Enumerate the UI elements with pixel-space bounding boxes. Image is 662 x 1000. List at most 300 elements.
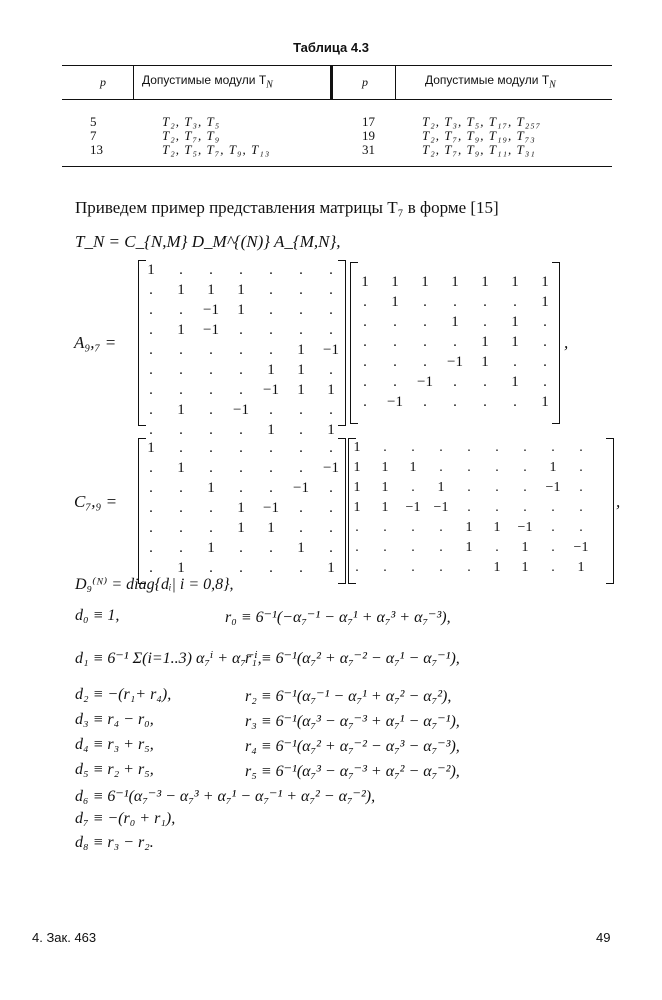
matrix-c-right-cell: 1 xyxy=(521,560,529,575)
matrix-a-left-cell: . xyxy=(329,302,333,318)
matrix-c-left-cell: . xyxy=(239,480,243,496)
matrix-c-right-cell: . xyxy=(411,520,415,535)
matrix-c-left-cell: . xyxy=(149,480,153,496)
matrix-c-right-cell: −1 xyxy=(517,520,533,535)
matrix-a-right xyxy=(350,272,560,412)
matrix-c-right-cell: . xyxy=(551,560,555,575)
matrix-a-left-cell: . xyxy=(209,382,213,398)
table-top-rule xyxy=(62,65,612,66)
equation-d4: d₄ ≡ r₃ + r₅, xyxy=(75,736,154,753)
matrix-a-right-cell: . xyxy=(453,294,457,310)
matrix-c-right-cell: . xyxy=(411,540,415,555)
matrix-a-left-cell: −1 xyxy=(323,342,339,358)
matrix-a-right-row-6 xyxy=(350,392,560,412)
matrix-c-right-cell: 1 xyxy=(437,480,445,495)
matrix-c-right-cell: . xyxy=(355,560,359,575)
matrix-a-right-cell: . xyxy=(363,394,367,410)
footer-order-number: 4. Зак. 463 xyxy=(32,930,97,945)
matrix-c-right-cell: . xyxy=(439,460,443,475)
matrix-a-left-cell: 1 xyxy=(327,422,335,438)
equation-d0: d₀ ≡ 1, xyxy=(75,607,120,624)
matrix-a-left-cell: 1 xyxy=(297,362,305,378)
matrix-a-left-cell: . xyxy=(269,402,273,418)
matrix-c-left-row-1 xyxy=(136,458,346,478)
matrix-c-left-cell: . xyxy=(329,440,333,456)
matrix-a-right-cell: . xyxy=(543,314,547,330)
matrix-a-left-cell: −1 xyxy=(203,302,219,318)
matrix-a-right-cell: . xyxy=(363,314,367,330)
matrix-a-left-cell: 1 xyxy=(177,282,185,298)
matrix-c-right-cell: 1 xyxy=(353,460,361,475)
matrix-a-right-cell: 1 xyxy=(451,274,459,290)
matrix-a-left-cell: . xyxy=(209,402,213,418)
matrix-a-right-cell: −1 xyxy=(417,374,433,390)
matrix-a-right-cell: . xyxy=(423,354,427,370)
table-row-modules: T₂, T₇, T₉, T₁₉, T₇₃ xyxy=(422,128,536,143)
matrix-a-left-cell: . xyxy=(179,342,183,358)
matrix-a-left-cell: 1 xyxy=(237,282,245,298)
matrix-a-left-cell: . xyxy=(239,342,243,358)
matrix-a-left-cell: . xyxy=(149,362,153,378)
matrix-c-left-cell: . xyxy=(209,560,213,576)
matrix-c-left-cell: . xyxy=(299,440,303,456)
matrix-a-right-cell: 1 xyxy=(421,274,429,290)
matrix-c-right-cell: . xyxy=(383,440,387,455)
matrix-a-right-cell: . xyxy=(363,374,367,390)
matrix-c-right-cell: 1 xyxy=(521,540,529,555)
matrix-c-right-cell: 1 xyxy=(465,540,473,555)
matrix-c-left-cell: . xyxy=(299,560,303,576)
matrix-c-right-cell: 1 xyxy=(353,480,361,495)
matrix-a-right-cell: . xyxy=(453,394,457,410)
table-row: 31 xyxy=(362,142,375,157)
matrix-c-right-cell: 1 xyxy=(381,460,389,475)
table-row-modules: T₂, T₇, T₉ xyxy=(162,128,221,143)
factorization-formula: T_N = C_{N,M} D_M^{(N)} A_{M,N}, xyxy=(75,232,341,251)
matrix-a-left-cell: 1 xyxy=(207,282,215,298)
matrix-a-left-cell: . xyxy=(179,362,183,378)
matrix-a-left-cell: . xyxy=(149,282,153,298)
matrix-a-left-cell: . xyxy=(149,342,153,358)
matrix-c-left-cell: 1 xyxy=(237,520,245,536)
table-header-rule xyxy=(62,99,612,100)
matrix-a-left-cell: . xyxy=(299,282,303,298)
matrix-c-left-cell: . xyxy=(329,500,333,516)
equation-d1: d₁ ≡ 6⁻¹ Σ(i=1..3) α₇ⁱ + α₇⁻ⁱ, xyxy=(75,650,262,667)
matrix-a-right-cell: 1 xyxy=(481,334,489,350)
matrix-c-right-cell: . xyxy=(355,520,359,535)
matrix-c-left-cell: . xyxy=(269,540,273,556)
matrix-c-right-cell: 1 xyxy=(493,520,501,535)
matrix-a-right-cell: . xyxy=(483,374,487,390)
matrix-c-right-cell: . xyxy=(495,480,499,495)
matrix-a-left-cell: 1 xyxy=(177,322,185,338)
matrix-c-left-cell: . xyxy=(209,500,213,516)
matrix-c-right-cell: . xyxy=(579,480,583,495)
matrix-c-right-cell: . xyxy=(411,560,415,575)
matrix-c-right-cell: 1 xyxy=(353,440,361,455)
matrix-c-left-cell: . xyxy=(299,460,303,476)
matrix-c-right-cell: . xyxy=(523,480,527,495)
matrix-a-right-cell: 1 xyxy=(481,354,489,370)
matrix-c-right-cell: 1 xyxy=(409,460,417,475)
matrix-a-left-cell: . xyxy=(179,302,183,318)
matrix-c-right-cell: . xyxy=(495,460,499,475)
equation-d3: d₃ ≡ r₄ − r₀, xyxy=(75,711,154,728)
matrix-a-right-bracket-close xyxy=(552,262,560,424)
matrix-a-right-cell: . xyxy=(363,334,367,350)
matrix-c-left-cell: . xyxy=(329,480,333,496)
matrix-a-right-cell: 1 xyxy=(391,294,399,310)
matrix-c-tail: , xyxy=(616,492,621,511)
matrix-a-left-cell: . xyxy=(239,382,243,398)
matrix-a-right-cell: . xyxy=(543,334,547,350)
matrix-a-left-cell: . xyxy=(329,402,333,418)
matrix-c-left xyxy=(136,438,346,578)
matrix-c-right-cell: 1 xyxy=(353,500,361,515)
matrix-c-right-cell: −1 xyxy=(545,480,561,495)
matrix-c-left-cell: . xyxy=(149,460,153,476)
matrix-c-left-cell: . xyxy=(149,520,153,536)
table-bottom-rule xyxy=(62,166,612,167)
matrix-a-right-cell: . xyxy=(453,374,457,390)
matrix-c-right-cell: . xyxy=(523,500,527,515)
matrix-c-right-cell: . xyxy=(579,520,583,535)
header-p-left: p xyxy=(100,75,106,89)
matrix-c-left-cell: 1 xyxy=(327,560,335,576)
matrix-c-right-bracket-close xyxy=(606,438,614,584)
table-row: 13 xyxy=(90,142,103,157)
matrix-a-left-row-7 xyxy=(136,400,346,420)
matrix-a-right-cell: 1 xyxy=(541,274,549,290)
matrix-c-left-cell: 1 xyxy=(297,540,305,556)
matrix-c-right-cell: . xyxy=(551,540,555,555)
equation-d6: d₆ ≡ 6⁻¹(α₇⁻³ − α₇³ + α₇¹ − α₇⁻¹ + α₇² − α₇⁻²), xyxy=(75,788,376,805)
matrix-a-left-cell: 1 xyxy=(297,342,305,358)
matrix-a-left-cell: . xyxy=(299,422,303,438)
matrix-c-right-cell: . xyxy=(579,440,583,455)
matrix-a-left-cell: −1 xyxy=(233,402,249,418)
matrix-c-left-cell: . xyxy=(299,520,303,536)
matrix-c-left-cell: −1 xyxy=(323,460,339,476)
matrix-c-right-cell: . xyxy=(579,500,583,515)
matrix-c-left-cell: −1 xyxy=(263,500,279,516)
matrix-a-left-row-3 xyxy=(136,320,346,340)
matrix-a-right-cell: . xyxy=(423,394,427,410)
matrix-a-left-bracket-close xyxy=(338,260,346,426)
matrix-c-right-cell: 1 xyxy=(493,560,501,575)
matrix-c-right-cell: 1 xyxy=(577,560,585,575)
matrix-c-left-row-2 xyxy=(136,478,346,498)
matrix-a-right-cell: 1 xyxy=(511,274,519,290)
equation-r3: r₃ ≡ 6⁻¹(α₇³ − α₇⁻³ + α₇¹ − α₇⁻¹), xyxy=(245,713,460,730)
matrix-a-left-cell: 1 xyxy=(177,402,185,418)
matrix-c-right-cell: . xyxy=(467,460,471,475)
matrix-a-left-cell: . xyxy=(299,322,303,338)
matrix-a-right-cell: −1 xyxy=(387,394,403,410)
matrix-a-left-cell: . xyxy=(149,422,153,438)
matrix-a-right-cell: 1 xyxy=(511,374,519,390)
matrix-a-left-cell: . xyxy=(239,322,243,338)
matrix-c-right-cell: . xyxy=(467,500,471,515)
matrix-c-right-row-1 xyxy=(343,458,595,478)
matrix-a-left-cell: . xyxy=(179,382,183,398)
table-row-modules: T₂, T₃, T₅, T₁₇, T₂₅₇ xyxy=(422,114,542,129)
matrix-c-right-cell: 1 xyxy=(381,480,389,495)
matrix-a-left-cell: 1 xyxy=(147,262,155,278)
matrix-a-right-row-0 xyxy=(350,272,560,292)
matrix-c-left-cell: . xyxy=(179,440,183,456)
matrix-a-right-cell: . xyxy=(393,374,397,390)
matrix-c-left-cell: 1 xyxy=(147,440,155,456)
matrix-c-right-row-6 xyxy=(343,558,595,578)
matrix-a-left-cell: . xyxy=(149,382,153,398)
matrix-c-right-cell: 1 xyxy=(381,500,389,515)
d-definition: D₉⁽ᴺ⁾ = diag{dᵢ| i = 0,8}, xyxy=(75,576,234,593)
matrix-a-left-row-2 xyxy=(136,300,346,320)
matrix-a-left-row-4 xyxy=(136,340,346,360)
matrix-a-left-row-8 xyxy=(136,420,346,440)
matrix-a-right-cell: . xyxy=(363,354,367,370)
matrix-c-left-cell: 1 xyxy=(267,520,275,536)
matrix-a-right-cell: . xyxy=(513,394,517,410)
matrix-c-left-cell: 1 xyxy=(207,540,215,556)
table-row: 17 xyxy=(362,114,375,129)
equation-d2: d₂ ≡ −(r₁+ r₄), xyxy=(75,686,172,703)
matrix-c-left-cell: . xyxy=(179,500,183,516)
matrix-a-left-cell: . xyxy=(209,362,213,378)
matrix-a-right-cell: 1 xyxy=(361,274,369,290)
matrix-a-right-cell: . xyxy=(393,314,397,330)
table-row-modules: T₂, T₃, T₅ xyxy=(162,114,221,129)
table-row: 5 xyxy=(90,114,97,129)
matrix-a-right-cell: 1 xyxy=(451,314,459,330)
matrix-a-right-cell: . xyxy=(543,354,547,370)
equation-r0: r₀ ≡ 6⁻¹(−α₇⁻¹ − α₇¹ + α₇³ + α₇⁻³), xyxy=(225,609,451,626)
matrix-c-right-cell: . xyxy=(551,440,555,455)
equation-d7: d₇ ≡ −(r₀ + r₁), xyxy=(75,810,176,827)
matrix-c-right-row-0 xyxy=(343,438,595,458)
matrix-a-left-cell: . xyxy=(299,302,303,318)
matrix-a-left-cell: 1 xyxy=(327,382,335,398)
matrix-c-right-cell: 1 xyxy=(549,460,557,475)
table-row: 7 xyxy=(90,128,97,143)
matrix-c-right-row-4 xyxy=(343,518,595,538)
matrix-a-left-cell: 1 xyxy=(237,302,245,318)
matrix-c-left-row-4 xyxy=(136,518,346,538)
matrix-c-right-cell: 1 xyxy=(465,520,473,535)
matrix-a-left-cell: −1 xyxy=(203,322,219,338)
matrix-a-right-row-2 xyxy=(350,312,560,332)
intro-sentence: Приведем пример представления матрицы T₇ в форме [15] xyxy=(75,198,499,217)
matrix-a-left-cell: . xyxy=(269,342,273,358)
matrix-a-right-cell: . xyxy=(453,334,457,350)
matrix-c-right-cell: . xyxy=(495,540,499,555)
table-row-modules: T₂, T₅, T₇, T₉, T₁₃ xyxy=(162,142,271,157)
matrix-c-left-cell: . xyxy=(239,460,243,476)
header-p-right: p xyxy=(362,75,368,89)
matrix-c-right-cell: . xyxy=(467,560,471,575)
matrix-a-left-cell: . xyxy=(179,422,183,438)
matrix-a-right-row-4 xyxy=(350,352,560,372)
matrix-a-left-row-1 xyxy=(136,280,346,300)
matrix-a-left-cell: . xyxy=(209,422,213,438)
matrix-a-left-cell: 1 xyxy=(297,382,305,398)
matrix-a-right-cell: 1 xyxy=(541,294,549,310)
matrix-c-left-cell: . xyxy=(239,540,243,556)
matrix-a-left-cell: . xyxy=(269,322,273,338)
matrix-a-left-cell: . xyxy=(179,262,183,278)
matrix-a-left-cell: . xyxy=(209,342,213,358)
matrix-c-left-cell: . xyxy=(209,460,213,476)
matrix-c-left-row-5 xyxy=(136,538,346,558)
matrix-c-left-cell: . xyxy=(269,440,273,456)
matrix-a-left-cell: . xyxy=(149,322,153,338)
matrix-c-right-cell: . xyxy=(551,500,555,515)
matrix-a-left-cell: −1 xyxy=(263,382,279,398)
matrix-a-right-cell: . xyxy=(423,294,427,310)
equation-r4: r₄ ≡ 6⁻¹(α₇² + α₇⁻² − α₇³ − α₇⁻³), xyxy=(245,738,460,755)
matrix-a-label: A₉,₇ = xyxy=(74,333,117,352)
matrix-c-left-cell: −1 xyxy=(293,480,309,496)
matrix-a-left-cell: . xyxy=(269,262,273,278)
matrix-c-left-cell: 1 xyxy=(237,500,245,516)
matrix-c-left-row-0 xyxy=(136,438,346,458)
matrix-a-right-cell: . xyxy=(393,354,397,370)
equation-r5: r₅ ≡ 6⁻¹(α₇³ − α₇⁻³ + α₇² − α₇⁻²), xyxy=(245,763,460,780)
matrix-a-right-cell: . xyxy=(423,314,427,330)
equation-d8: d₈ ≡ r₃ − r₂. xyxy=(75,834,154,851)
matrix-a-left-row-6 xyxy=(136,380,346,400)
matrix-c-left-cell: . xyxy=(179,480,183,496)
matrix-c-left-cell: 1 xyxy=(177,560,185,576)
matrix-c-right-row-5 xyxy=(343,538,595,558)
matrix-c-left-cell: . xyxy=(209,520,213,536)
matrix-a-right-cell: 1 xyxy=(511,314,519,330)
matrix-a-left-row-0 xyxy=(136,260,346,280)
matrix-c-left-cell: . xyxy=(179,520,183,536)
matrix-c-right-cell: . xyxy=(551,520,555,535)
matrix-c-right-cell: . xyxy=(411,440,415,455)
matrix-c-left-cell: . xyxy=(239,440,243,456)
matrix-c-right-cell: . xyxy=(467,440,471,455)
table-row: 19 xyxy=(362,128,375,143)
matrix-c-right-cell: . xyxy=(439,560,443,575)
matrix-a-left-cell: . xyxy=(149,402,153,418)
header-modules-right: Допустимые модули $T_N$ xyxy=(425,73,556,91)
matrix-c-right-cell: . xyxy=(383,520,387,535)
matrix-a-right-cell: . xyxy=(513,294,517,310)
matrix-a-left xyxy=(136,260,346,440)
matrix-c-right-cell: . xyxy=(495,500,499,515)
matrix-a-left-cell: . xyxy=(329,322,333,338)
table-row-modules: T₂, T₇, T₉, T₁₁, T₃₁ xyxy=(422,142,536,157)
matrix-a-left-cell: . xyxy=(239,422,243,438)
matrix-a-left-cell: . xyxy=(329,262,333,278)
matrix-c-right-cell: . xyxy=(523,440,527,455)
equation-r1: r₁ ≡ 6⁻¹(α₇² + α₇⁻² − α₇¹ − α₇⁻¹), xyxy=(245,650,460,667)
matrix-c-right-row-2 xyxy=(343,478,595,498)
matrix-c-left-cell: . xyxy=(269,460,273,476)
matrix-a-right-cell: . xyxy=(483,314,487,330)
matrix-c-label: C₇,₉ = xyxy=(74,492,118,511)
matrix-c-right-cell: . xyxy=(439,520,443,535)
matrix-c-left-cell: . xyxy=(149,540,153,556)
matrix-a-left-cell: . xyxy=(299,402,303,418)
matrix-c-right xyxy=(343,438,595,578)
matrix-c-right-cell: −1 xyxy=(433,500,449,515)
matrix-c-left-cell: . xyxy=(209,440,213,456)
matrix-c-right-cell: . xyxy=(439,540,443,555)
matrix-a-left-cell: . xyxy=(239,262,243,278)
matrix-c-right-cell: . xyxy=(467,480,471,495)
matrix-c-right-cell: . xyxy=(411,480,415,495)
matrix-c-right-cell: . xyxy=(383,560,387,575)
matrix-c-left-cell: 1 xyxy=(177,460,185,476)
matrix-c-right-cell: . xyxy=(495,440,499,455)
matrix-a-right-row-3 xyxy=(350,332,560,352)
matrix-c-left-cell: . xyxy=(239,560,243,576)
table-col-divider-1 xyxy=(133,65,134,100)
table-col-divider-2 xyxy=(330,65,333,100)
matrix-a-tail: , xyxy=(564,333,569,352)
matrix-c-left-cell: . xyxy=(329,540,333,556)
matrix-a-right-cell: . xyxy=(393,334,397,350)
matrix-a-right-cell: . xyxy=(363,294,367,310)
matrix-a-right-cell: . xyxy=(513,354,517,370)
matrix-a-left-cell: 1 xyxy=(267,422,275,438)
page-number: 49 xyxy=(596,930,611,945)
matrix-a-left-cell: . xyxy=(149,302,153,318)
matrix-c-right-cell: . xyxy=(355,540,359,555)
matrix-a-left-row-5 xyxy=(136,360,346,380)
matrix-a-right-row-5 xyxy=(350,372,560,392)
matrix-c-left-cell: 1 xyxy=(207,480,215,496)
matrix-a-left-cell: . xyxy=(239,362,243,378)
matrix-a-right-cell: 1 xyxy=(541,394,549,410)
matrix-a-right-cell: . xyxy=(483,294,487,310)
matrix-a-left-cell: 1 xyxy=(267,362,275,378)
matrix-c-left-cell: . xyxy=(149,500,153,516)
matrix-c-left-cell: . xyxy=(269,560,273,576)
table-caption: Таблица 4.3 xyxy=(293,40,369,55)
matrix-c-right-cell: . xyxy=(579,460,583,475)
table-col-divider-3 xyxy=(395,65,396,100)
matrix-a-right-cell: . xyxy=(543,374,547,390)
matrix-a-right-cell: . xyxy=(483,394,487,410)
matrix-a-left-cell: . xyxy=(269,302,273,318)
matrix-c-left-cell: . xyxy=(179,540,183,556)
matrix-a-left-cell: . xyxy=(269,282,273,298)
matrix-c-right-cell: . xyxy=(523,460,527,475)
matrix-c-left-cell: . xyxy=(299,500,303,516)
matrix-a-right-cell: 1 xyxy=(481,274,489,290)
matrix-a-right-cell: . xyxy=(423,334,427,350)
matrix-c-right-cell: −1 xyxy=(573,540,589,555)
equation-d5: d₅ ≡ r₂ + r₅, xyxy=(75,761,154,778)
matrix-a-right-cell: −1 xyxy=(447,354,463,370)
header-modules-left: Допустимые модули $T_N$ xyxy=(142,73,273,91)
matrix-a-left-cell: . xyxy=(299,262,303,278)
matrix-a-right-cell: 1 xyxy=(511,334,519,350)
matrix-a-right-cell: 1 xyxy=(391,274,399,290)
matrix-a-left-cell: . xyxy=(329,282,333,298)
matrix-c-right-row-3 xyxy=(343,498,595,518)
matrix-c-left-cell: . xyxy=(329,520,333,536)
matrix-c-right-cell: . xyxy=(439,440,443,455)
matrix-a-right-row-1 xyxy=(350,292,560,312)
matrix-c-left-cell: . xyxy=(269,480,273,496)
